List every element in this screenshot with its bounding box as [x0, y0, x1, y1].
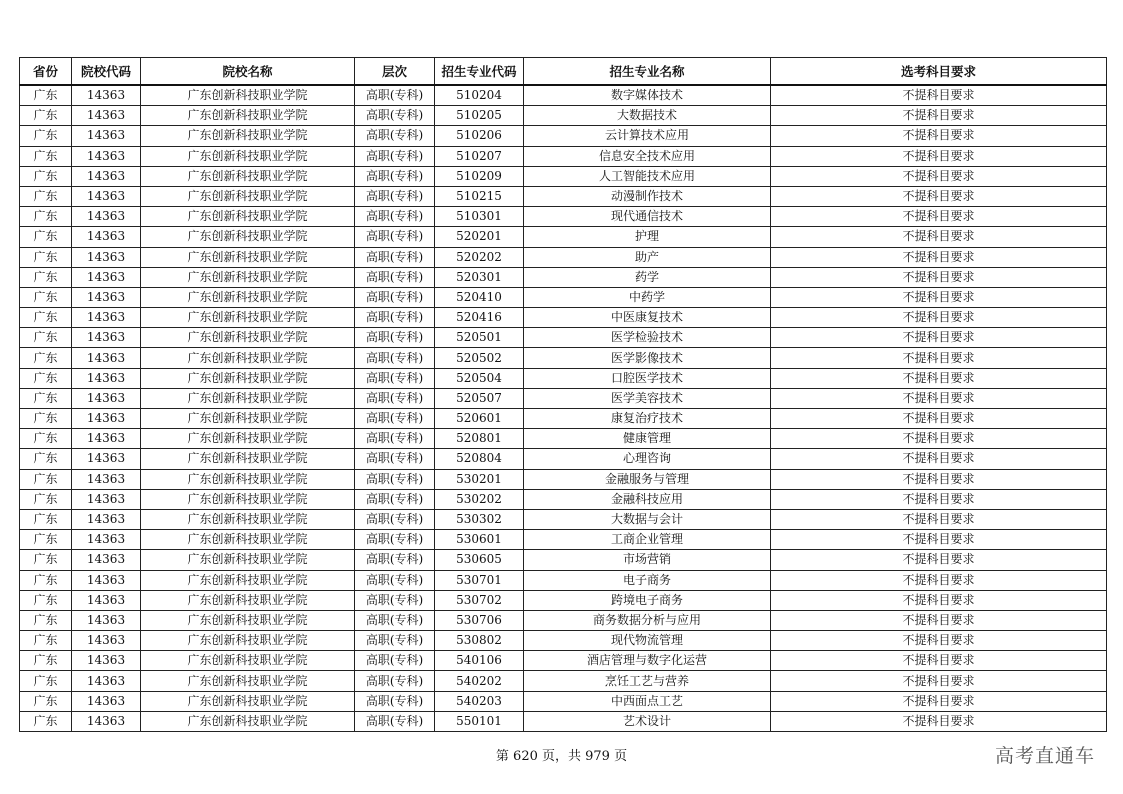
cell-level: 高职(专科): [355, 711, 435, 731]
cell-province: 广东: [20, 711, 72, 731]
cell-level: 高职(专科): [355, 328, 435, 348]
cell-subject-requirement: 不提科目要求: [771, 247, 1107, 267]
cell-province: 广东: [20, 186, 72, 206]
cell-subject-requirement: 不提科目要求: [771, 287, 1107, 307]
cell-major-code: 540202: [435, 671, 524, 691]
cell-major-name: 大数据技术: [524, 106, 771, 126]
cell-school-code: 14363: [72, 126, 141, 146]
cell-major-code: 530706: [435, 610, 524, 630]
table-row: [20, 166, 1107, 186]
cell-major-name: 跨境电子商务: [524, 590, 771, 610]
cell-level: 高职(专科): [355, 85, 435, 106]
cell-major-name: 药学: [524, 267, 771, 287]
cell-level: 高职(专科): [355, 489, 435, 509]
cell-school-code: 14363: [72, 691, 141, 711]
cell-province: 广东: [20, 530, 72, 550]
cell-school-code: 14363: [72, 550, 141, 570]
cell-major-code: 520601: [435, 409, 524, 429]
cell-province: 广东: [20, 409, 72, 429]
table-row: [20, 691, 1107, 711]
cell-school-name: 广东创新科技职业学院: [141, 530, 355, 550]
cell-major-code: 520416: [435, 308, 524, 328]
cell-major-name: 心理咨询: [524, 449, 771, 469]
cell-major-name: 中药学: [524, 287, 771, 307]
cell-school-name: 广东创新科技职业学院: [141, 509, 355, 529]
cell-level: 高职(专科): [355, 308, 435, 328]
table-row: [20, 550, 1107, 570]
cell-school-code: 14363: [72, 166, 141, 186]
cell-subject-requirement: 不提科目要求: [771, 610, 1107, 630]
cell-level: 高职(专科): [355, 126, 435, 146]
cell-subject-requirement: 不提科目要求: [771, 550, 1107, 570]
cell-school-code: 14363: [72, 85, 141, 106]
cell-major-code: 530605: [435, 550, 524, 570]
cell-province: 广东: [20, 308, 72, 328]
table-row: [20, 146, 1107, 166]
cell-school-code: 14363: [72, 328, 141, 348]
cell-subject-requirement: 不提科目要求: [771, 651, 1107, 671]
cell-major-code: 520301: [435, 267, 524, 287]
cell-subject-requirement: 不提科目要求: [771, 126, 1107, 146]
table-row: [20, 590, 1107, 610]
cell-school-code: 14363: [72, 449, 141, 469]
cell-subject-requirement: 不提科目要求: [771, 308, 1107, 328]
cell-level: 高职(专科): [355, 207, 435, 227]
cell-level: 高职(专科): [355, 590, 435, 610]
cell-major-code: 520801: [435, 429, 524, 449]
cell-level: 高职(专科): [355, 348, 435, 368]
cell-subject-requirement: 不提科目要求: [771, 489, 1107, 509]
cell-major-name: 云计算技术应用: [524, 126, 771, 146]
cell-school-code: 14363: [72, 348, 141, 368]
cell-major-code: 530802: [435, 631, 524, 651]
cell-major-code: 530201: [435, 469, 524, 489]
cell-major-code: 510301: [435, 207, 524, 227]
cell-level: 高职(专科): [355, 570, 435, 590]
cell-major-name: 护理: [524, 227, 771, 247]
cell-province: 广东: [20, 267, 72, 287]
cell-school-name: 广东创新科技职业学院: [141, 590, 355, 610]
cell-school-name: 广东创新科技职业学院: [141, 711, 355, 731]
cell-province: 广东: [20, 651, 72, 671]
cell-major-code: 530601: [435, 530, 524, 550]
cell-major-name: 酒店管理与数字化运营: [524, 651, 771, 671]
header-subject-requirement: 选考科目要求: [771, 58, 1107, 86]
cell-level: 高职(专科): [355, 146, 435, 166]
cell-major-code: 550101: [435, 711, 524, 731]
cell-province: 广东: [20, 631, 72, 651]
cell-major-name: 中西面点工艺: [524, 691, 771, 711]
cell-province: 广东: [20, 126, 72, 146]
cell-major-name: 口腔医学技术: [524, 368, 771, 388]
cell-school-code: 14363: [72, 287, 141, 307]
table-row: [20, 247, 1107, 267]
table-row: [20, 348, 1107, 368]
cell-school-code: 14363: [72, 610, 141, 630]
cell-school-code: 14363: [72, 267, 141, 287]
cell-major-code: 510206: [435, 126, 524, 146]
cell-school-name: 广东创新科技职业学院: [141, 550, 355, 570]
cell-subject-requirement: 不提科目要求: [771, 691, 1107, 711]
table-row: [20, 287, 1107, 307]
table-row: [20, 429, 1107, 449]
cell-school-name: 广东创新科技职业学院: [141, 388, 355, 408]
cell-school-name: 广东创新科技职业学院: [141, 651, 355, 671]
cell-level: 高职(专科): [355, 227, 435, 247]
cell-level: 高职(专科): [355, 530, 435, 550]
cell-level: 高职(专科): [355, 166, 435, 186]
cell-school-code: 14363: [72, 207, 141, 227]
cell-school-name: 广东创新科技职业学院: [141, 227, 355, 247]
cell-school-code: 14363: [72, 146, 141, 166]
cell-school-code: 14363: [72, 711, 141, 731]
table-header-row: [20, 58, 1107, 86]
cell-major-code: 540106: [435, 651, 524, 671]
cell-level: 高职(专科): [355, 267, 435, 287]
cell-level: 高职(专科): [355, 469, 435, 489]
cell-major-name: 市场营销: [524, 550, 771, 570]
cell-province: 广东: [20, 106, 72, 126]
table-row: [20, 368, 1107, 388]
cell-major-name: 电子商务: [524, 570, 771, 590]
cell-major-name: 人工智能技术应用: [524, 166, 771, 186]
cell-subject-requirement: 不提科目要求: [771, 711, 1107, 731]
cell-school-name: 广东创新科技职业学院: [141, 308, 355, 328]
cell-province: 广东: [20, 348, 72, 368]
cell-province: 广东: [20, 328, 72, 348]
cell-province: 广东: [20, 388, 72, 408]
cell-school-name: 广东创新科技职业学院: [141, 610, 355, 630]
header-province: 省份: [20, 58, 72, 86]
table-row: [20, 449, 1107, 469]
cell-school-name: 广东创新科技职业学院: [141, 247, 355, 267]
cell-subject-requirement: 不提科目要求: [771, 570, 1107, 590]
cell-subject-requirement: 不提科目要求: [771, 388, 1107, 408]
cell-subject-requirement: 不提科目要求: [771, 328, 1107, 348]
cell-major-name: 康复治疗技术: [524, 409, 771, 429]
cell-major-name: 商务数据分析与应用: [524, 610, 771, 630]
cell-major-name: 艺术设计: [524, 711, 771, 731]
cell-major-code: 520201: [435, 227, 524, 247]
table-row: [20, 126, 1107, 146]
table-row: [20, 308, 1107, 328]
table-row: [20, 509, 1107, 529]
table-row: [20, 85, 1107, 106]
cell-school-code: 14363: [72, 247, 141, 267]
cell-subject-requirement: 不提科目要求: [771, 146, 1107, 166]
cell-major-name: 数字媒体技术: [524, 85, 771, 106]
cell-school-name: 广东创新科技职业学院: [141, 267, 355, 287]
table-row: [20, 227, 1107, 247]
cell-school-name: 广东创新科技职业学院: [141, 489, 355, 509]
cell-subject-requirement: 不提科目要求: [771, 509, 1107, 529]
cell-province: 广东: [20, 429, 72, 449]
cell-school-name: 广东创新科技职业学院: [141, 570, 355, 590]
cell-province: 广东: [20, 469, 72, 489]
cell-school-code: 14363: [72, 186, 141, 206]
cell-school-name: 广东创新科技职业学院: [141, 449, 355, 469]
cell-school-name: 广东创新科技职业学院: [141, 348, 355, 368]
cell-subject-requirement: 不提科目要求: [771, 530, 1107, 550]
cell-major-code: 520410: [435, 287, 524, 307]
cell-subject-requirement: 不提科目要求: [771, 368, 1107, 388]
cell-province: 广东: [20, 85, 72, 106]
cell-level: 高职(专科): [355, 368, 435, 388]
cell-school-code: 14363: [72, 671, 141, 691]
cell-level: 高职(专科): [355, 429, 435, 449]
table-body: [20, 85, 1107, 732]
table-row: [20, 106, 1107, 126]
cell-major-code: 520202: [435, 247, 524, 267]
cell-school-name: 广东创新科技职业学院: [141, 106, 355, 126]
cell-school-name: 广东创新科技职业学院: [141, 631, 355, 651]
cell-major-name: 医学影像技术: [524, 348, 771, 368]
cell-major-name: 现代通信技术: [524, 207, 771, 227]
cell-province: 广东: [20, 671, 72, 691]
cell-major-code: 510215: [435, 186, 524, 206]
cell-major-name: 医学美容技术: [524, 388, 771, 408]
cell-school-code: 14363: [72, 469, 141, 489]
cell-level: 高职(专科): [355, 550, 435, 570]
cell-subject-requirement: 不提科目要求: [771, 449, 1107, 469]
cell-school-name: 广东创新科技职业学院: [141, 671, 355, 691]
cell-school-code: 14363: [72, 590, 141, 610]
cell-province: 广东: [20, 166, 72, 186]
cell-school-code: 14363: [72, 409, 141, 429]
cell-major-name: 金融科技应用: [524, 489, 771, 509]
cell-subject-requirement: 不提科目要求: [771, 469, 1107, 489]
cell-major-code: 530202: [435, 489, 524, 509]
table-row: [20, 570, 1107, 590]
cell-level: 高职(专科): [355, 186, 435, 206]
cell-province: 广东: [20, 449, 72, 469]
table-row: [20, 469, 1107, 489]
cell-level: 高职(专科): [355, 671, 435, 691]
table-row: [20, 186, 1107, 206]
cell-major-code: 510204: [435, 85, 524, 106]
cell-level: 高职(专科): [355, 691, 435, 711]
watermark: 高考直通车: [994, 745, 1095, 767]
cell-school-name: 广东创新科技职业学院: [141, 126, 355, 146]
table-row: [20, 530, 1107, 550]
table-row: [20, 610, 1107, 630]
cell-major-code: 510205: [435, 106, 524, 126]
cell-province: 广东: [20, 489, 72, 509]
table-row: [20, 489, 1107, 509]
cell-school-code: 14363: [72, 530, 141, 550]
cell-level: 高职(专科): [355, 388, 435, 408]
cell-subject-requirement: 不提科目要求: [771, 429, 1107, 449]
cell-province: 广东: [20, 691, 72, 711]
cell-province: 广东: [20, 590, 72, 610]
cell-major-code: 530701: [435, 570, 524, 590]
table-row: [20, 388, 1107, 408]
cell-province: 广东: [20, 509, 72, 529]
cell-major-code: 520504: [435, 368, 524, 388]
cell-province: 广东: [20, 146, 72, 166]
header-major-code: 招生专业代码: [435, 58, 524, 86]
cell-school-code: 14363: [72, 368, 141, 388]
cell-major-code: 530302: [435, 509, 524, 529]
cell-school-code: 14363: [72, 429, 141, 449]
cell-province: 广东: [20, 610, 72, 630]
cell-level: 高职(专科): [355, 106, 435, 126]
page-number: 第 620 页，共 979 页: [495, 749, 628, 764]
header-level: 层次: [355, 58, 435, 86]
cell-major-name: 助产: [524, 247, 771, 267]
table-row: [20, 651, 1107, 671]
cell-school-code: 14363: [72, 570, 141, 590]
cell-major-name: 中医康复技术: [524, 308, 771, 328]
cell-major-code: 520502: [435, 348, 524, 368]
cell-major-code: 520507: [435, 388, 524, 408]
cell-level: 高职(专科): [355, 610, 435, 630]
cell-school-name: 广东创新科技职业学院: [141, 85, 355, 106]
cell-school-code: 14363: [72, 651, 141, 671]
cell-school-name: 广东创新科技职业学院: [141, 469, 355, 489]
cell-subject-requirement: 不提科目要求: [771, 106, 1107, 126]
cell-major-code: 530702: [435, 590, 524, 610]
table-row: [20, 267, 1107, 287]
cell-school-code: 14363: [72, 308, 141, 328]
cell-major-code: 520501: [435, 328, 524, 348]
cell-major-name: 健康管理: [524, 429, 771, 449]
cell-level: 高职(专科): [355, 247, 435, 267]
cell-province: 广东: [20, 247, 72, 267]
cell-province: 广东: [20, 287, 72, 307]
header-school-code: 院校代码: [72, 58, 141, 86]
header-major-name: 招生专业名称: [524, 58, 771, 86]
cell-province: 广东: [20, 550, 72, 570]
cell-school-code: 14363: [72, 631, 141, 651]
cell-school-name: 广东创新科技职业学院: [141, 409, 355, 429]
cell-subject-requirement: 不提科目要求: [771, 631, 1107, 651]
cell-school-code: 14363: [72, 106, 141, 126]
cell-major-name: 医学检验技术: [524, 328, 771, 348]
cell-school-code: 14363: [72, 227, 141, 247]
table-row: [20, 207, 1107, 227]
table-row: [20, 409, 1107, 429]
cell-school-code: 14363: [72, 489, 141, 509]
cell-province: 广东: [20, 570, 72, 590]
cell-major-name: 工商企业管理: [524, 530, 771, 550]
cell-school-name: 广东创新科技职业学院: [141, 429, 355, 449]
cell-level: 高职(专科): [355, 409, 435, 429]
cell-major-name: 烹饪工艺与营养: [524, 671, 771, 691]
cell-school-name: 广东创新科技职业学院: [141, 368, 355, 388]
cell-subject-requirement: 不提科目要求: [771, 409, 1107, 429]
cell-school-name: 广东创新科技职业学院: [141, 691, 355, 711]
cell-major-code: 510209: [435, 166, 524, 186]
cell-school-name: 广东创新科技职业学院: [141, 146, 355, 166]
cell-subject-requirement: 不提科目要求: [771, 590, 1107, 610]
cell-school-code: 14363: [72, 509, 141, 529]
cell-province: 广东: [20, 227, 72, 247]
cell-subject-requirement: 不提科目要求: [771, 166, 1107, 186]
cell-school-name: 广东创新科技职业学院: [141, 287, 355, 307]
cell-school-code: 14363: [72, 388, 141, 408]
cell-level: 高职(专科): [355, 631, 435, 651]
cell-subject-requirement: 不提科目要求: [771, 85, 1107, 106]
cell-subject-requirement: 不提科目要求: [771, 671, 1107, 691]
cell-major-name: 金融服务与管理: [524, 469, 771, 489]
cell-subject-requirement: 不提科目要求: [771, 267, 1107, 287]
cell-province: 广东: [20, 207, 72, 227]
cell-subject-requirement: 不提科目要求: [771, 227, 1107, 247]
table-row: [20, 671, 1107, 691]
cell-major-code: 520804: [435, 449, 524, 469]
cell-level: 高职(专科): [355, 287, 435, 307]
cell-level: 高职(专科): [355, 509, 435, 529]
cell-major-name: 大数据与会计: [524, 509, 771, 529]
table-row: [20, 711, 1107, 731]
cell-level: 高职(专科): [355, 449, 435, 469]
cell-school-name: 广东创新科技职业学院: [141, 186, 355, 206]
cell-school-name: 广东创新科技职业学院: [141, 328, 355, 348]
cell-major-code: 540203: [435, 691, 524, 711]
table-row: [20, 328, 1107, 348]
cell-province: 广东: [20, 368, 72, 388]
admission-table: [19, 57, 1107, 732]
cell-subject-requirement: 不提科目要求: [771, 348, 1107, 368]
cell-level: 高职(专科): [355, 651, 435, 671]
cell-major-name: 动漫制作技术: [524, 186, 771, 206]
cell-subject-requirement: 不提科目要求: [771, 207, 1107, 227]
cell-subject-requirement: 不提科目要求: [771, 186, 1107, 206]
cell-major-name: 现代物流管理: [524, 631, 771, 651]
cell-school-name: 广东创新科技职业学院: [141, 207, 355, 227]
cell-school-name: 广东创新科技职业学院: [141, 166, 355, 186]
header-school-name: 院校名称: [141, 58, 355, 86]
table-row: [20, 631, 1107, 651]
cell-major-code: 510207: [435, 146, 524, 166]
cell-major-name: 信息安全技术应用: [524, 146, 771, 166]
